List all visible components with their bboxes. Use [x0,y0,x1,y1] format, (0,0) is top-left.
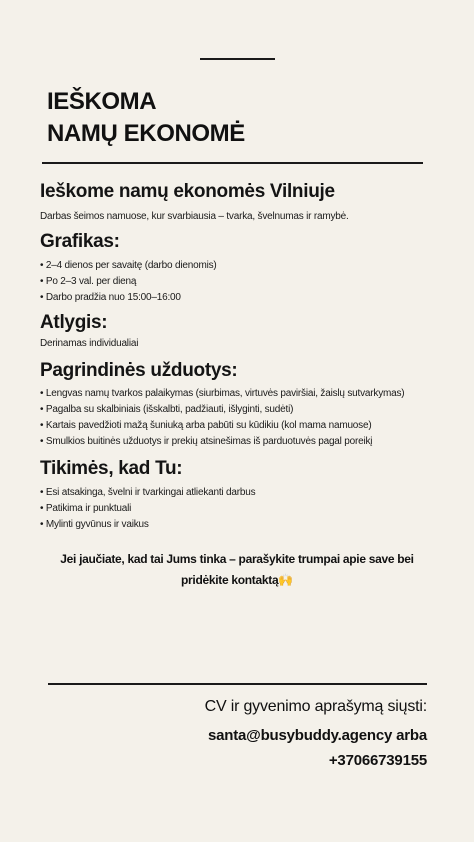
list-item: • 2–4 dienos per savaitę (darbo dienomis) [40,258,217,274]
list-item: • Patikima ir punktuali [40,501,255,517]
expectations-heading: Tikimės, kad Tu: [40,458,183,479]
duties-heading: Pagrindinės užduotys: [40,360,238,381]
list-item: • Smulkios buitinės užduotys ir prekių atsinešimas iš parduotuvės pagal poreikį [40,434,404,450]
list-item: • Po 2–3 val. per dieną [40,274,217,290]
intro-heading: Ieškome namų ekonomės Vilniuje [40,181,335,202]
list-item: • Pagalba su skalbiniais (išskalbti, padžiauti, išlyginti, sudėti) [40,402,404,418]
list-item: • Mylinti gyvūnus ir vaikus [40,517,255,533]
closing-text: Jei jaučiate, kad tai Jums tinka – parašykite trumpai apie save bei pridėkite kontaktą🙌 [60,552,414,587]
schedule-heading: Grafikas: [40,231,120,252]
contact-instruction: CV ir gyvenimo aprašymą siųsti: [204,698,427,715]
list-item: • Darbo pradžia nuo 15:00–16:00 [40,290,217,306]
pay-heading: Atlygis: [40,312,108,333]
list-item: • Kartais pavedžioti mažą šuniuką arba pabūti su kūdikiu (kol mama namuose) [40,418,404,434]
expectations-list [40,485,255,533]
schedule-list [40,258,217,306]
list-item: • Esi atsakinga, švelni ir tvarkingai atliekanti darbus [40,485,255,501]
duties-list [40,386,404,450]
intro-text: Darbas šeimos namuose, kur svarbiausia – tvarka, švelnumas ir ramybė. [40,211,349,222]
top-short-divider [200,58,275,60]
pay-text: Derinamas individualiai [40,338,139,349]
title-line-2: NAMŲ EKONOMĖ [47,120,245,147]
contact-phone[interactable]: +37066739155 [328,752,427,769]
list-item: • Lengvas namų tvarkos palaikymas (siurbimas, virtuvės paviršiai, žaislų sutvarkymas) [40,386,404,402]
title-divider [42,162,423,164]
contact-email[interactable]: santa@busybuddy.agency arba [207,727,427,744]
footer-divider [48,683,427,685]
page-title [47,86,245,150]
title-line-1: IEŠKOMA [47,88,157,115]
